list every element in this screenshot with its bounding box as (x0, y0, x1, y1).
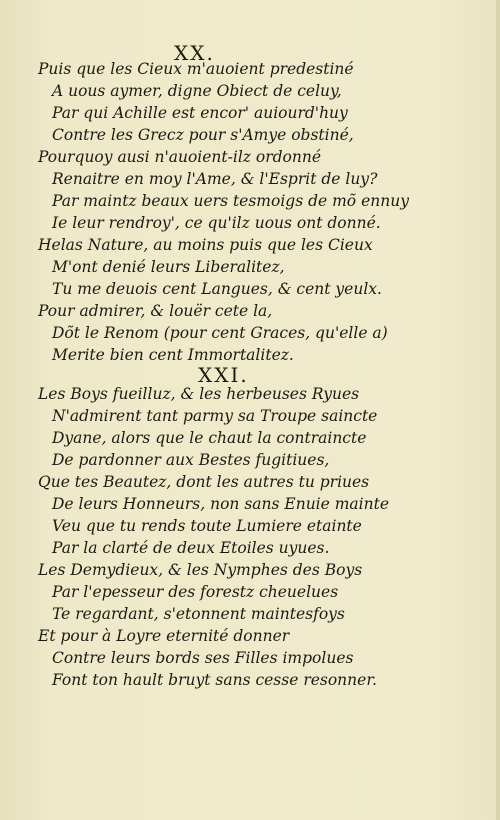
sonnet-xx-line-7: Par maintz beaux uers tesmoigs de mõ ennuy (52, 192, 409, 210)
sonnet-xx-line-3: Par qui Achille est encor' auiourd'huy (52, 104, 348, 122)
sonnet-xxi-line-13: Contre leurs bords ses Filles impolues (52, 649, 354, 667)
sonnet-xxi-line-14: Font ton hault bruyt sans cesse resonner. (52, 671, 377, 689)
sonnet-xx-line-1: Puis que les Cieux m'auoient predestiné (38, 60, 354, 78)
sonnet-xxi-line-12: Et pour à Loyre eternité donner (38, 627, 290, 645)
sonnet-xxi-line-11: Te regardant, s'etonnent maintesfoys (52, 605, 345, 623)
sonnet-xxi-line-10: Par l'epesseur des forestz cheuelues (52, 583, 339, 601)
sonnet-xx-line-9: Helas Nature, au moins puis que les Cieux (38, 236, 373, 254)
sonnet-xx-line-10: M'ont denié leurs Liberalitez, (52, 258, 285, 276)
sonnet-xxi-line-1: Les Boys fueilluz, & les herbeuses Ryues (38, 385, 360, 403)
sonnet-xx-line-14: Merite bien cent Immortalitez. (52, 346, 294, 364)
page-edge (496, 0, 500, 820)
sonnet-xx-line-8: Ie leur rendroy', ce qu'ilz uous ont donné. (52, 214, 381, 232)
sonnet-xxi-heading: XXI. (198, 363, 249, 387)
sonnet-xxi-line-3: Dyane, alors que le chaut la contraincte (52, 429, 367, 447)
sonnet-xxi-line-6: De leurs Honneurs, non sans Enuie mainte (52, 495, 390, 513)
sonnet-xx-line-4: Contre les Grecz pour s'Amye obstiné, (52, 126, 354, 144)
sonnet-xx-heading: XX. (174, 41, 215, 65)
sonnet-xxi-line-7: Veu que tu rends toute Lumiere etainte (52, 517, 362, 535)
sonnet-xx-line-11: Tu me deuois cent Langues, & cent yeulx. (52, 280, 382, 298)
sonnet-xxi-line-9: Les Demydieux, & les Nymphes des Boys (38, 561, 363, 579)
sonnet-xx-line-6: Renaitre en moy l'Ame, & l'Esprit de luy? (52, 170, 378, 188)
sonnet-xx-line-13: Dõt le Renom (pour cent Graces, qu'elle a) (52, 324, 388, 342)
sonnet-xxi-line-4: De pardonner aux Bestes fugitiues, (52, 451, 330, 469)
sonnet-xxi-line-2: N'admirent tant parmy sa Troupe saincte (52, 407, 378, 425)
sonnet-xx-line-5: Pourquoy ausi n'auoient-ilz ordonné (38, 148, 322, 166)
sonnet-xxi-line-8: Par la clarté de deux Etoiles uyues. (52, 539, 330, 557)
sonnet-xxi-line-5: Que tes Beautez, dont les autres tu priues (38, 473, 370, 491)
sonnet-xx-line-2: A uous aymer, digne Obiect de celuy, (52, 82, 342, 100)
sonnet-xx-line-12: Pour admirer, & louër cete la, (38, 302, 273, 320)
